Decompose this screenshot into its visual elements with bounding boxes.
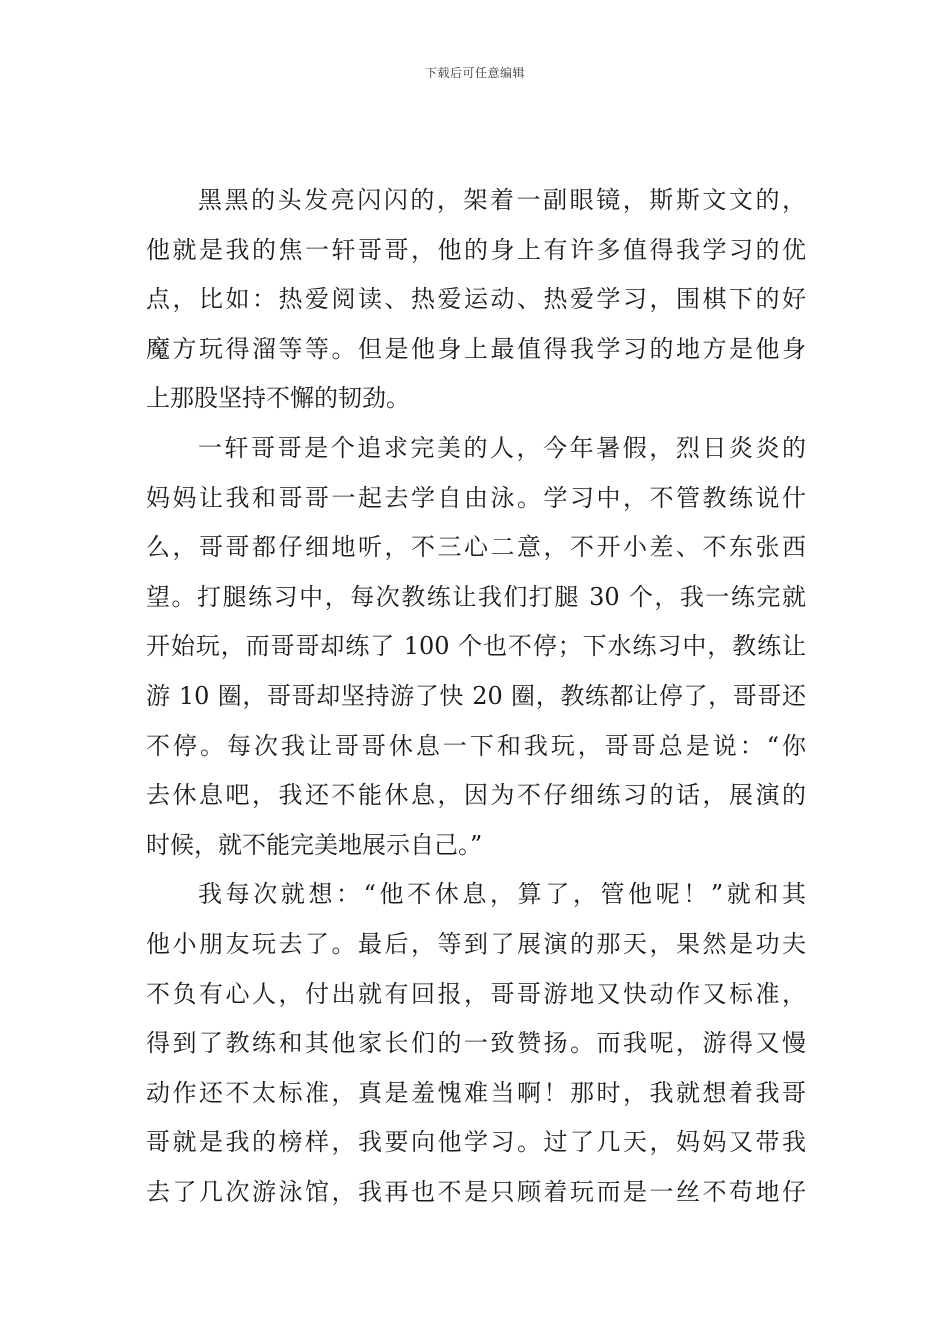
paragraph-line: 妈妈让我和哥哥一起去学自由泳。学习中，不管教练说什 (146, 483, 806, 512)
paragraph-line: 动作还不太标准，真是羞愧难当啊！那时，我就想着我哥 (146, 1078, 806, 1107)
paragraph-line: 得到了教练和其他家长们的一致赞扬。而我呢，游得又慢 (146, 1029, 806, 1058)
paragraph-line: 上那股坚持不懈的韧劲。 (146, 384, 410, 413)
paragraph-line: 去休息吧，我还不能休息，因为不仔细练习的话，展演的 (146, 781, 806, 810)
paragraph-line: 他小朋友玩去了。最后，等到了展演的那天，果然是功夫 (146, 929, 806, 958)
paragraph-line: 望。打腿练习中，每次教练让我们打腿 30 个，我一练完就 (146, 582, 806, 611)
paragraph-line: 游 10 圈，哥哥却坚持游了快 20 圈，教练都让停了，哥哥还 (146, 681, 806, 710)
paragraph-line: 他就是我的焦一轩哥哥，他的身上有许多值得我学习的优 (146, 235, 806, 264)
paragraph-line: 黑黑的头发亮闪闪的，架着一副眼镜，斯斯文文的， (198, 186, 806, 214)
paragraph-line: 去了几次游泳馆，我再也不是只顾着玩而是一丝不苟地仔 (146, 1177, 806, 1206)
paragraph-line: 魔方玩得溜等等。但是他身上最值得我学习的地方是他身 (146, 334, 806, 363)
document-body (146, 176, 806, 1217)
paragraph-line: 时候，就不能完美地展示自己。” (146, 830, 483, 859)
paragraph-line: 我每次就想：“他不休息，算了，管他呢！”就和其 (198, 880, 806, 909)
paragraph-line: 不负有心人，付出就有回报，哥哥游地又快动作又标准， (146, 979, 806, 1008)
page-header: 下载后可任意编辑 (424, 66, 525, 80)
paragraph-line: 点，比如：热爱阅读、热爱运动、热爱学习，围棋下的好 (146, 285, 806, 314)
paragraph-line: 不停。每次我让哥哥休息一下和我玩，哥哥总是说：“你 (146, 731, 806, 760)
paragraph-line: 开始玩，而哥哥却练了 100 个也不停；下水练习中，教练让 (146, 632, 806, 661)
paragraph-1 (146, 176, 806, 424)
paragraph-line: 一轩哥哥是个追求完美的人，今年暑假，烈日炎炎的 (198, 433, 806, 462)
paragraph-3 (146, 870, 806, 1217)
paragraph-line: 哥就是我的榜样，我要向他学习。过了几天，妈妈又带我 (146, 1128, 806, 1157)
paragraph-line: 么，哥哥都仔细地听，不三心二意，不开小差、不东张西 (146, 533, 806, 562)
paragraph-2 (146, 424, 806, 870)
